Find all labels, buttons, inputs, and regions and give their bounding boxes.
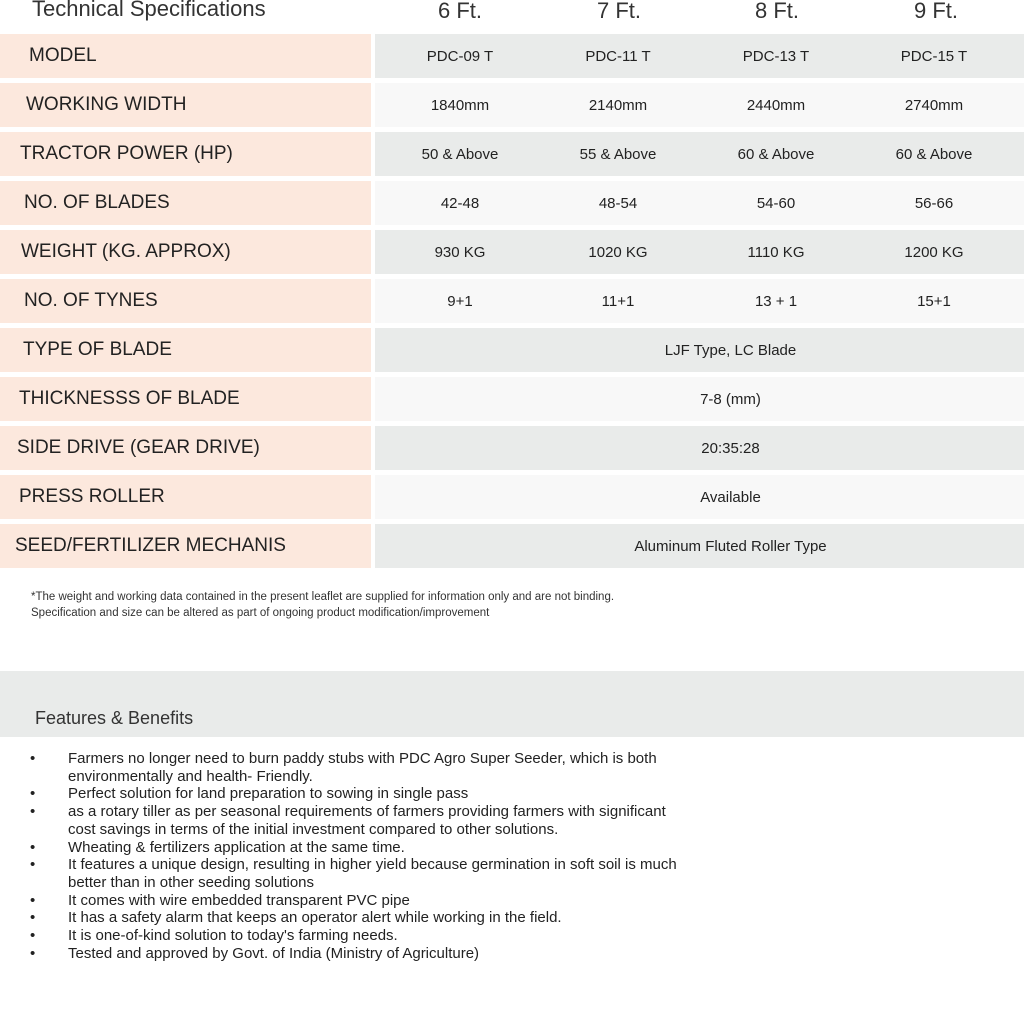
- spec-label: WEIGHT (KG. APPROX): [0, 230, 371, 274]
- feature-item: [30, 927, 750, 945]
- spec-values: [375, 426, 1024, 470]
- disclaimer: [31, 589, 614, 621]
- spec-row: [0, 524, 1024, 568]
- spec-values: [375, 279, 1024, 323]
- feature-text: as a rotary tiller as per seasonal requirements of farmers providing farmers with significant: [68, 803, 666, 821]
- spec-values: [375, 328, 1024, 372]
- bullet-icon: •: [30, 785, 36, 803]
- spec-row: [0, 83, 1024, 127]
- feature-text: It is one-of-kind solution to today's farming needs.: [68, 927, 398, 945]
- feature-text: better than in other seeding solutions: [68, 873, 314, 891]
- spec-cell: PDC-09 T: [426, 47, 494, 65]
- spec-values: [375, 181, 1024, 225]
- spec-span-cell: Aluminum Fluted Roller Type: [634, 537, 827, 555]
- spec-table: [0, 34, 1024, 573]
- spec-cell: 50 & Above: [421, 145, 499, 163]
- bullet-icon: •: [30, 909, 36, 927]
- spec-span-cell: LJF Type, LC Blade: [664, 341, 797, 359]
- spec-values: [375, 524, 1024, 568]
- spec-span-cell: 20:35:28: [701, 439, 760, 457]
- spec-cell: 2140mm: [588, 96, 648, 114]
- column-header-8ft: 8 Ft.: [754, 0, 799, 23]
- bullet-icon: •: [30, 891, 36, 909]
- features-list: [30, 750, 750, 962]
- bullet-icon: •: [30, 838, 36, 856]
- bullet-icon: •: [30, 750, 36, 767]
- bullet-icon: •: [30, 944, 36, 962]
- spec-cell: 1200 KG: [904, 243, 964, 261]
- features-header-bar: [0, 671, 1024, 737]
- spec-span-cell: 7-8 (mm): [700, 390, 761, 408]
- feature-item: [30, 803, 750, 838]
- feature-item: [30, 909, 750, 927]
- spec-cell: 1110 KG: [747, 243, 805, 261]
- feature-item: [30, 839, 750, 857]
- spec-cell: 9+1: [447, 292, 473, 310]
- column-header-6ft: 6 Ft.: [437, 0, 482, 23]
- spec-row: [0, 181, 1024, 225]
- spec-cell: PDC-11 T: [585, 47, 651, 65]
- features-title: Features & Benefits: [35, 708, 194, 728]
- feature-text: cost savings in terms of the initial investment compared to other solutions.: [68, 820, 559, 838]
- feature-item: [30, 750, 750, 785]
- column-header-7ft: 7 Ft.: [596, 0, 641, 23]
- spec-cell: 930 KG: [434, 243, 486, 261]
- spec-title: Technical Specifications: [32, 0, 266, 21]
- spec-cell: 1020 KG: [588, 243, 648, 261]
- feature-item: [30, 785, 750, 803]
- bullet-icon: •: [30, 803, 36, 821]
- spec-values: [375, 83, 1024, 127]
- spec-values: [375, 475, 1024, 519]
- spec-label: NO. OF TYNES: [0, 279, 371, 323]
- feature-text: Wheating & fertilizers application at the same time.: [68, 838, 405, 856]
- spec-cell: PDC-13 T: [742, 47, 810, 65]
- spec-values: [375, 132, 1024, 176]
- feature-item: [30, 945, 750, 963]
- spec-label: MODEL: [0, 34, 371, 78]
- spec-values: [375, 230, 1024, 274]
- spec-cell: 55 & Above: [579, 145, 657, 163]
- spec-values: [375, 377, 1024, 421]
- spec-cell: 60 & Above: [737, 145, 815, 163]
- spec-row: [0, 132, 1024, 176]
- spec-cell: 2740mm: [904, 96, 964, 114]
- spec-row: [0, 328, 1024, 372]
- feature-text: Farmers no longer need to burn paddy stubs with PDC Agro Super Seeder, which is both: [68, 750, 657, 767]
- disclaimer-line: Specification and size can be altered as part of ongoing product modification/improvement: [31, 607, 490, 619]
- spec-cell: 1840mm: [430, 96, 490, 114]
- spec-label: TRACTOR POWER (HP): [0, 132, 371, 176]
- feature-text: It has a safety alarm that keeps an operator alert while working in the field.: [68, 909, 562, 927]
- spec-label: SEED/FERTILIZER MECHANIS: [0, 524, 371, 568]
- spec-values: [375, 34, 1024, 78]
- feature-text: Tested and approved by Govt. of India (Ministry of Agriculture): [68, 944, 480, 962]
- spec-label: PRESS ROLLER: [0, 475, 371, 519]
- column-header-9ft: 9 Ft.: [913, 0, 958, 23]
- spec-label: TYPE OF BLADE: [0, 328, 371, 372]
- spec-label: WORKING WIDTH: [0, 83, 371, 127]
- feature-text: It features a unique design, resulting in higher yield because germination in soft soil is much: [68, 856, 677, 874]
- bullet-icon: •: [30, 856, 36, 874]
- spec-cell: 60 & Above: [895, 145, 973, 163]
- spec-cell: 2440mm: [746, 96, 806, 114]
- spec-label: THICKNESSS OF BLADE: [0, 377, 371, 421]
- bullet-icon: •: [30, 927, 36, 945]
- feature-text: Perfect solution for land preparation to sowing in single pass: [68, 785, 469, 803]
- spec-cell: 11+1: [601, 292, 635, 310]
- disclaimer-line: *The weight and working data contained in the present leaflet are supplied for information only and are not binding.: [31, 591, 615, 603]
- spec-row: [0, 230, 1024, 274]
- spec-row: [0, 377, 1024, 421]
- spec-span-cell: Available: [700, 488, 761, 506]
- feature-item: [30, 856, 750, 891]
- spec-cell: 48-54: [598, 194, 638, 212]
- feature-text: It comes with wire embedded transparent PVC pipe: [68, 891, 410, 909]
- spec-cell: PDC-15 T: [900, 47, 968, 65]
- spec-row: [0, 279, 1024, 323]
- feature-text: environmentally and health- Friendly.: [68, 767, 313, 785]
- spec-row: [0, 34, 1024, 78]
- spec-cell: 54-60: [756, 194, 796, 212]
- spec-cell: 56-66: [914, 194, 954, 212]
- spec-cell: 42-48: [440, 194, 480, 212]
- spec-header: [0, 0, 1024, 30]
- spec-label: NO. OF BLADES: [0, 181, 371, 225]
- spec-cell: 13 + 1: [754, 292, 798, 310]
- spec-cell: 15+1: [917, 292, 951, 310]
- spec-label: SIDE DRIVE (GEAR DRIVE): [0, 426, 371, 470]
- spec-row: [0, 475, 1024, 519]
- spec-row: [0, 426, 1024, 470]
- feature-item: [30, 892, 750, 910]
